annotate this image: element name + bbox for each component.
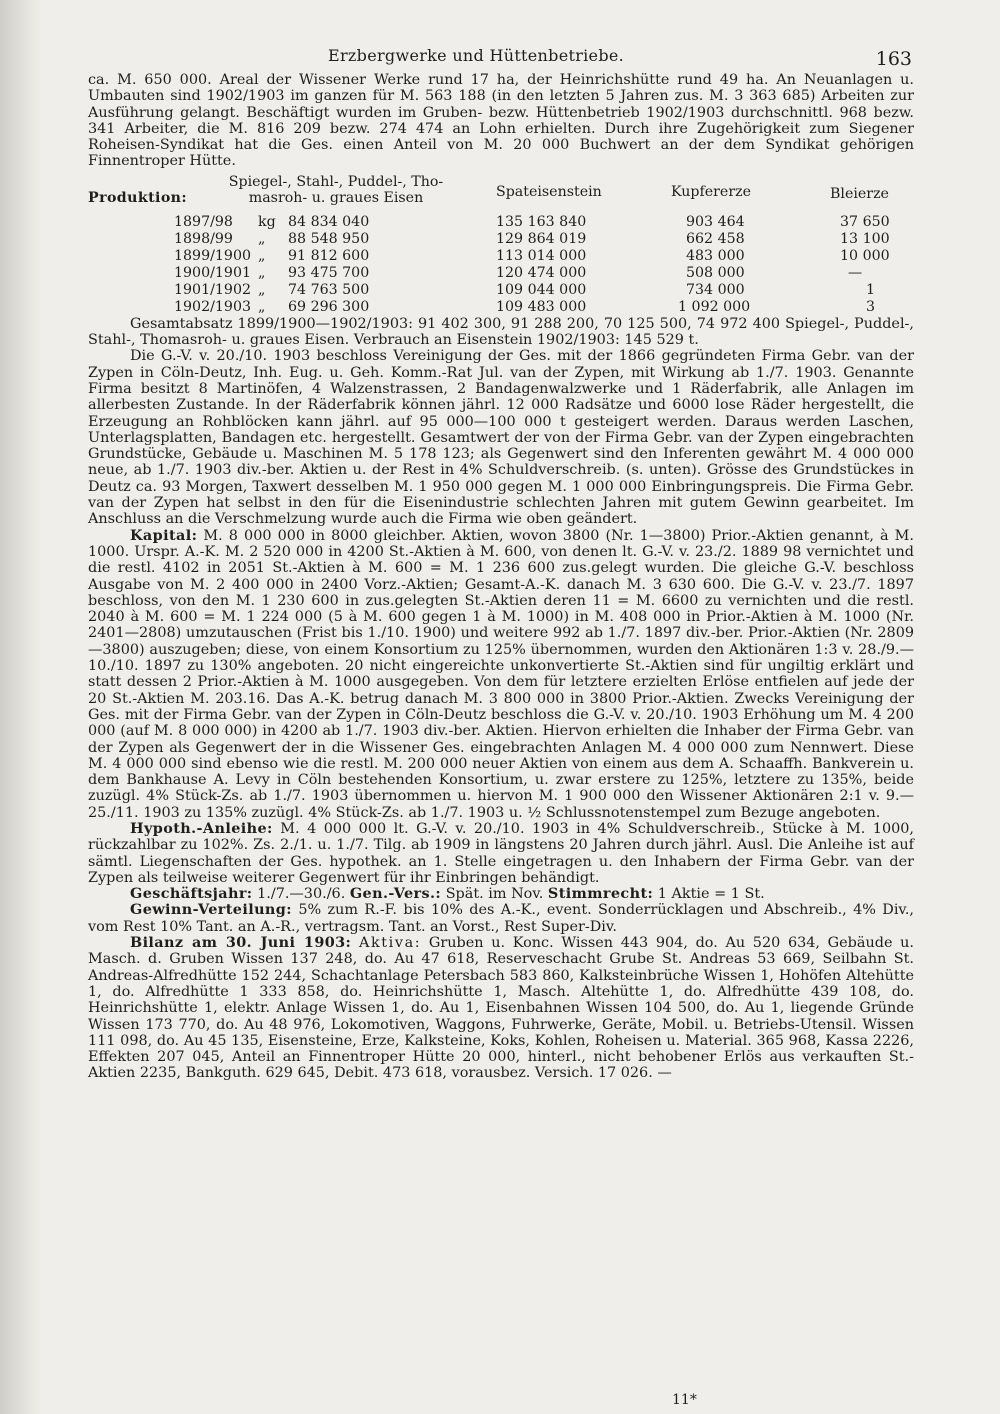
- gewinn-text: 5% zum R.-F. bis 10% des A.-K., event. Sonderrücklagen und Abschreib., 4% Div., vom Rest 10% Tant. an A.-R., vertragsm. Tant. an Vorst., Rest Super-Div.: [88, 902, 914, 935]
- gj-label: Geschäftsjahr:: [130, 885, 253, 903]
- row-blei: —: [848, 264, 863, 281]
- row-spat: 135 163 840: [496, 213, 587, 230]
- hypoth-text: M. 4 000 000 lt. G.-V. v. 20./10. 1903 in 4% Schuldverschreib., Stücke à M. 1000, rückzahlbar zu 102%. Zs. 2./1. u. 1./7. Tilg. ab 1909 in längstens 20 Jahren durch jährl. Ausl. Die Anleihe ist auf sämtl. Liegenschaften der Ges. hypothek. an 1. Stelle eingetragen u. den Inhabern der Firma Gebr. van der Zypen als teilweise weiterer Gegenwert für ihr Einbringen behändigt.: [88, 820, 914, 886]
- geschaeftsjahr-paragraph: [88, 886, 914, 902]
- row-kupfer: 903 464: [686, 213, 745, 230]
- row-unit: kg: [258, 213, 276, 230]
- row-unit: „: [258, 230, 266, 247]
- row-blei: 13 100: [840, 230, 890, 247]
- stimmrecht-label: Stimmrecht:: [547, 885, 654, 903]
- bilanz-paragraph: [88, 935, 914, 1082]
- row-eisen: 74 763 500: [288, 281, 370, 298]
- table-row: [88, 214, 914, 230]
- production-header-blei: Bleierze: [830, 185, 889, 202]
- row-blei: 3: [866, 298, 876, 315]
- table-row: [88, 248, 914, 264]
- hypoth-label: Hypoth.-Anleihe:: [130, 819, 273, 837]
- row-year: 1899/1900: [174, 247, 251, 264]
- row-kupfer: 508 000: [686, 264, 745, 281]
- row-spat: 109 044 000: [496, 281, 587, 298]
- gj-text: 1./7.—30./6.: [257, 886, 346, 903]
- kapital-text: M. 8 000 000 in 8000 gleichber. Aktien, wovon 3800 (Nr. 1—3800) Prior.-Aktien genannt, à M. 1000. Urspr. A.-K. M. 2 520 000 in 4200 St.-Aktien à M. 600, von denen lt. G.-V. v. 23./2. 1889 98 vernichtet und die restl. 4102 in 2051 St.-Aktien à M. 600 = M. 1 236 600 zus.gelegt wurden. Die gleiche G.-V. beschloss Ausgabe von M. 2 400 000 in 2400 Vorz.-Aktien; Gesamt-A.-K. danach M. 3 630 600. Die G.-V. v. 23./7. 1897 beschloss, von den M. 1 230 600 in zus.gelegten St.-Aktien deren 11 = M. 6600 zu vernichten und die restl. 2040 à M. 600 = M. 1 224 000 (5 à M. 600 gegen 1 à M. 1000) in M. 408 000 in Prior.-Aktien à M. 1000 (Nr. 2401—2808) umzutauschen (Frist bis 1./10. 1900) und weitere 992 ab 1./7. 1897 div.-ber. Prior.-Aktien (Nr. 2809—3800) auszugeben; diese, von einem Konsortium zu 125% übernommen, wurden den Aktionären 1:3 v. 28./9.—10./10. 1897 zu 130% angeboten. 20 nicht eingereichte unkonvertierte St.-Aktien sind für ungiltig erklärt und statt dessen 2 Prior.-Aktien à M. 1000 ausgegeben. Von dem für letztere erzielten Erlöse entfielen auf jede der 20 St.-Aktien M. 203.16. Das A.-K. betrug danach M. 3 800 000 in 3800 Prior.-Aktien. Zwecks Vereinigung der Ges. mit der Firma Gebr. van der Zypen in Cöln-Deutz beschloss die G.-V. v. 20./10. 1903 Erhöhung um M. 4 200 000 (auf M. 8 000 000) in 4200 ab 1./7. 1903 div.-ber. Aktien. Hiervon erhielten die Inhaber der Firma Gebr. van der Zypen als Gegenwert der in die Wissener Ges. eingebrachten Anlagen M. 4 000 000 zum Nennwert. Diese M. 4 000 000 sind ebenso wie die restl. M. 200 000 neuer Aktien von einem aus dem A. Schaaffh. Bankverein u. dem Bankhause A. Levy in Cöln bestehenden Konsortium, u. zwar erstere zu 125%, letztere zu 135%, beide zuzügl. 4% Stück-Zs. ab 1./7. 1903 übernommen u. hiervon M. 1 900 000 den Wissener Aktionären 2:1 v. 9.—25./11. 1903 zu 135% zuzügl. 4% Stück-Zs. ab 1./7. 1903 u. ½ Schlussnotenstempel zum Bezuge angeboten.: [88, 527, 914, 821]
- running-header: [88, 38, 914, 72]
- row-spat: 120 474 000: [496, 264, 587, 281]
- gv-paragraph: Die G.-V. v. 20./10. 1903 beschloss Vereinigung der Ges. mit der 1866 gegründeten Firma Gebr. van der Zypen in Cöln-Deutz, Inh. Eug. u. Geh. Komm.-Rat Jul. van der Zypen, mit Wirkung ab 1./7. 1903. Genannte Firma besitzt 8 Martinöfen, 4 Walzenstrassen, 2 Bandagenwalzwerke und 1 Räderfabrik, alle Anlagen im allerbesten Zustande. In der Räderfabrik können jährl. 12 000 Radsätze und 6000 lose Räder hergestellt, die Erzeugung an Rohblöcken kann jährl. auf 95 000—100 000 t gesteigert werden. Daraus werden Laschen, Unterlagsplatten, Bandagen etc. hergestellt. Gesamtwert der von der Firma Gebr. van der Zypen eingebrachten Grundstücke, Gebäude u. Maschinen M. 5 178 123; als Gegenwert sind den Inferenten gewährt M. 4 000 000 neue, ab 1./7. 1903 div.-ber. Aktien u. der Rest in 4% Schuldverschreib. (s. unten). Grösse des Grundstückes in Deutz ca. 93 Morgen, Taxwert desselben M. 1 950 000 gegen M. 1 000 000 Einbringungspreis. Die Firma Gebr. van der Zypen hat selbst in den für die Eisenindustrie schlechten Jahren mit gutem Gewinn gearbeitet. Im Anschluss an die Verschmelzung wurde auch die Firma wie oben geändert.: [88, 348, 914, 528]
- row-blei: 37 650: [840, 213, 890, 230]
- genvers-text: Spät. im Nov.: [445, 886, 544, 903]
- production-header-kupfer: Kupfererze: [671, 183, 751, 200]
- row-eisen: 84 834 040: [288, 213, 370, 230]
- intro-paragraph: ca. M. 650 000. Areal der Wissener Werke rund 17 ha, der Heinrichshütte rund 49 ha. An Neuanlagen u. Umbauten sind 1902/1903 im ganzen für M. 563 188 (in den letzten 5 Jahren zus. M. 3 363 685) Arbeiten zur Ausführung gelangt. Beschäftigt wurden im Gruben- bezw. Hüttenbetrieb 1902/1903 durchschnittl. 968 bezw. 341 Arbeiter, die M. 816 209 bezw. 274 474 an Lohn erhielten. Durch ihre Zugehörigkeit zum Siegener Roheisen-Syndikat hat die Ges. einen Anteil von M. 20 000 Buchwert an der dem Syndikat gehörigen Finnentroper Hütte.: [88, 72, 914, 170]
- row-eisen: 91 812 600: [288, 247, 370, 264]
- row-year: 1902/1903: [174, 298, 251, 315]
- row-year: 1898/99: [174, 230, 233, 247]
- running-title: Erzbergwerke und Hüttenbetriebe.: [328, 46, 625, 65]
- row-kupfer: 662 458: [686, 230, 745, 247]
- production-header-eisen-line2: masroh- u. graues Eisen: [248, 189, 424, 206]
- gewinn-paragraph: [88, 902, 914, 935]
- production-header-spat: Spateisenstein: [496, 183, 602, 200]
- row-unit: „: [258, 264, 266, 281]
- row-eisen: 88 548 950: [288, 230, 370, 247]
- genvers-label: Gen.-Vers.:: [349, 885, 442, 903]
- row-blei: 10 000: [840, 247, 890, 264]
- row-year: 1897/98: [174, 213, 233, 230]
- row-spat: 129 864 019: [496, 230, 587, 247]
- table-row: [88, 282, 914, 298]
- page-number: 163: [875, 48, 912, 70]
- table-row: [88, 265, 914, 281]
- scan-edge: [0, 0, 42, 1414]
- row-blei: 1: [866, 281, 876, 298]
- row-unit: „: [258, 281, 266, 298]
- signature-mark: 11*: [672, 1392, 697, 1408]
- row-eisen: 69 296 300: [288, 298, 370, 315]
- row-year: 1901/1902: [174, 281, 251, 298]
- row-kupfer: 1 092 000: [678, 298, 751, 315]
- bilanz-text: Gruben u. Konc. Wissen 443 904, do. Au 520 634, Gebäude u. Masch. d. Gruben Wissen 137 248, do. Au 47 618, Reserveschacht Grube St. Andreas 53 669, Seilbahn St. Andreas-Alfredhütte 152 244, Schachtanlage Petersbach 583 860, Kalksteinbrüche Wissen 1, Hohöfen Altehütte 1, do. Alfredhütte 1 333 858, do. Heinrichshütte 1, Masch. Altehütte 1, do. Alfredhütte 439 108, do. Heinrichshütte 1, elektr. Anlage Wissen 1, do. Au 1, Eisenbahnen Wissen 104 500, do. Au 1, liegende Gründe Wissen 173 770, do. Au 48 976, Lokomotiven, Waggons, Fuhrwerke, Geräte, Mobil. u. Betriebs-Utensil. Wissen 111 098, do. Au 45 135, Eisensteine, Erze, Kalksteine, Koks, Kohlen, Roheisen u. Material. 365 968, Kassa 2226, Effekten 207 045, Anteil an Finnentroper Hütte 20 000, hinterl., nicht behobener Erlös aus verkauften St.-Aktien 2235, Bankguth. 629 645, Debit. 473 618, vorausbez. Versich. 17 026. —: [88, 935, 914, 1082]
- row-eisen: 93 475 700: [288, 264, 370, 281]
- bilanz-label: Bilanz am 30. Juni 1903:: [130, 934, 352, 952]
- production-label: Produktion:: [88, 189, 188, 206]
- row-spat: 109 483 000: [496, 298, 587, 315]
- kapital-label: Kapital:: [130, 526, 198, 544]
- page: [88, 38, 914, 1082]
- gewinn-label: Gewinn-Verteilung:: [130, 901, 292, 919]
- row-kupfer: 734 000: [686, 281, 745, 298]
- stimmrecht-text: 1 Aktie = 1 St.: [657, 886, 765, 903]
- gesamtabsatz-paragraph: Gesamtabsatz 1899/1900—1902/1903: 91 402 300, 91 288 200, 70 125 500, 74 972 400 Spiegel-, Puddel-, Stahl-, Thomasroh- u. graues Eisen. Verbrauch an Eisenstein 1902/1903: 145 529 t.: [88, 315, 914, 349]
- kapital-paragraph: [88, 528, 914, 821]
- table-row: [88, 299, 914, 315]
- production-table: [88, 174, 914, 316]
- row-unit: „: [258, 298, 266, 315]
- row-spat: 113 014 000: [496, 247, 587, 264]
- table-row: [88, 231, 914, 247]
- hypoth-paragraph: [88, 821, 914, 886]
- row-year: 1900/1901: [174, 264, 251, 281]
- row-kupfer: 483 000: [686, 247, 745, 264]
- row-unit: „: [258, 247, 266, 264]
- production-header-eisen-line1: Spiegel-, Stahl-, Puddel-, Tho-: [228, 173, 444, 190]
- aktiva-label: Aktiva:: [358, 935, 422, 952]
